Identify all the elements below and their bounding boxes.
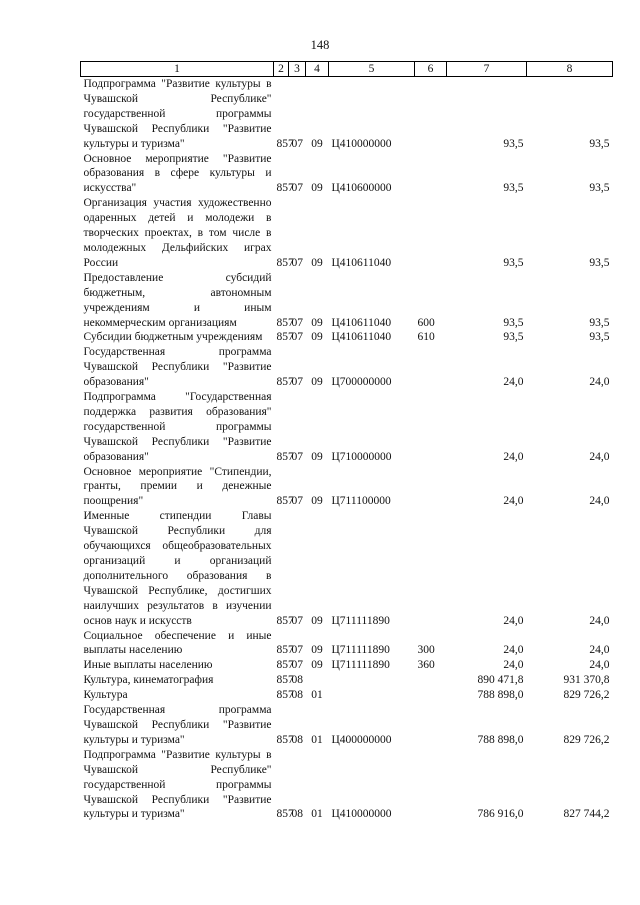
row-section-cell: 07 xyxy=(291,495,303,508)
row-expense-type-cell xyxy=(415,390,447,465)
row-admin-code-cell: 857 xyxy=(276,659,294,672)
row-expense-type-cell xyxy=(415,196,447,271)
row-expense-type-cell xyxy=(415,748,447,823)
header-col-8: 8 xyxy=(527,62,613,77)
row-amount-year2-cell: 24,0 xyxy=(589,376,610,389)
row-subsection-cell: 09 xyxy=(311,182,323,195)
row-amount-year2-cell: 93,5 xyxy=(589,331,610,344)
row-expense-type-cell xyxy=(415,673,447,688)
row-expense-type-cell: 300 xyxy=(417,644,435,657)
row-section-cell: 07 xyxy=(291,331,303,344)
row-amount-year2-cell: 827 744,2 xyxy=(563,808,610,821)
row-name-cell: Государственная программа Чувашской Республики "Развитие образования" xyxy=(83,346,272,389)
row-amount-year1-cell: 788 898,0 xyxy=(477,689,524,702)
row-admin-code-cell: 857 xyxy=(276,256,294,269)
row-expense-type-cell: 360 xyxy=(417,659,435,672)
row-amount-year1-cell: 93,5 xyxy=(503,331,524,344)
row-name-cell: Социальное обеспечение и иные выплаты населению xyxy=(83,629,272,657)
row-expense-type-cell: 610 xyxy=(417,331,435,344)
header-col-2: 2 xyxy=(274,62,289,77)
table-row xyxy=(81,509,613,628)
row-amount-year2-cell: 93,5 xyxy=(589,256,610,269)
row-amount-year2-cell: 93,5 xyxy=(589,316,610,329)
row-subsection-cell: 09 xyxy=(311,659,323,672)
row-target-article-cell: Ц700000000 xyxy=(331,376,392,389)
row-amount-year2-cell: 24,0 xyxy=(589,614,610,627)
row-subsection-cell: 09 xyxy=(311,316,323,329)
row-section-cell: 08 xyxy=(291,733,303,746)
row-name-cell: Субсидии бюджетным учреждениям xyxy=(83,331,263,344)
row-name-cell: Подпрограмма "Развитие культуры в Чувашской Республике" государственной программы Чувашской Республики "Развитие культуры и туризма" xyxy=(83,78,272,150)
table-row xyxy=(81,152,613,197)
row-admin-code-cell: 857 xyxy=(276,614,294,627)
row-expense-type-cell xyxy=(415,465,447,510)
table-row xyxy=(81,703,613,748)
table-row xyxy=(81,673,613,688)
budget-table xyxy=(80,61,613,822)
row-admin-code-cell: 857 xyxy=(276,450,294,463)
row-subsection-cell: 01 xyxy=(311,808,323,821)
row-target-article-cell: Ц711100000 xyxy=(331,495,391,508)
row-admin-code-cell: 857 xyxy=(276,808,294,821)
header-col-4: 4 xyxy=(306,62,329,77)
row-amount-year2-cell: 24,0 xyxy=(589,495,610,508)
row-section-cell: 07 xyxy=(291,450,303,463)
page-number: 148 xyxy=(310,38,330,52)
table-row xyxy=(81,345,613,390)
table-row xyxy=(81,390,613,465)
row-target-article-cell xyxy=(329,688,415,703)
row-section-cell: 07 xyxy=(291,256,303,269)
row-admin-code-cell: 857 xyxy=(276,376,294,389)
row-subsection-cell: 09 xyxy=(311,331,323,344)
row-expense-type-cell xyxy=(415,152,447,197)
row-admin-code-cell: 857 xyxy=(276,689,294,702)
header-col-7: 7 xyxy=(447,62,527,77)
row-name-cell: Иные выплаты населению xyxy=(83,659,213,672)
table-row xyxy=(81,748,613,823)
row-subsection-cell: 09 xyxy=(311,376,323,389)
row-amount-year2-cell: 829 726,2 xyxy=(563,733,610,746)
table-row xyxy=(81,658,613,673)
row-subsection-cell: 09 xyxy=(311,614,323,627)
row-admin-code-cell: 857 xyxy=(276,182,294,195)
row-section-cell: 08 xyxy=(291,674,303,687)
header-col-1: 1 xyxy=(81,62,274,77)
table-row xyxy=(81,271,613,331)
row-subsection-cell: 09 xyxy=(311,450,323,463)
row-subsection-cell: 09 xyxy=(311,644,323,657)
row-amount-year1-cell: 890 471,8 xyxy=(477,674,524,687)
row-amount-year2-cell: 24,0 xyxy=(589,450,610,463)
row-target-article-cell: Ц410611040 xyxy=(331,256,392,269)
row-target-article-cell: Ц410000000 xyxy=(331,808,392,821)
row-name-cell: Основное мероприятие "Стипендии, гранты, премии и денежные поощрения" xyxy=(83,465,272,508)
row-subsection-cell: 01 xyxy=(311,689,323,702)
row-admin-code-cell: 857 xyxy=(276,644,294,657)
row-section-cell: 07 xyxy=(291,614,303,627)
row-admin-code-cell: 857 xyxy=(276,674,294,687)
row-target-article-cell: Ц410600000 xyxy=(331,182,392,195)
row-expense-type-cell xyxy=(415,77,447,152)
row-section-cell: 07 xyxy=(291,376,303,389)
row-target-article-cell: Ц410611040 xyxy=(331,331,392,344)
row-subsection-cell: 09 xyxy=(311,256,323,269)
row-subsection-cell: 09 xyxy=(311,495,323,508)
row-section-cell: 08 xyxy=(291,808,303,821)
row-target-article-cell: Ц710000000 xyxy=(331,450,392,463)
row-expense-type-cell xyxy=(415,688,447,703)
row-amount-year1-cell: 786 916,0 xyxy=(477,808,524,821)
row-target-article-cell: Ц400000000 xyxy=(331,733,392,746)
row-expense-type-cell xyxy=(415,509,447,628)
row-name-cell: Именные стипендии Главы Чувашской Республики для обучающихся общеобразовательных организаций и организаций дополнительного образования в Чувашской Республике, достигших наилучших результатов в изучении основ наук и искусств xyxy=(83,510,272,627)
header-col-5: 5 xyxy=(329,62,415,77)
row-admin-code-cell: 857 xyxy=(276,733,294,746)
row-amount-year2-cell: 93,5 xyxy=(589,182,610,195)
row-name-cell: Подпрограмма "Развитие культуры в Чувашской Республике" государственной программы Чувашской Республики "Развитие культуры и туризма" xyxy=(83,748,272,821)
table-row xyxy=(81,688,613,703)
table-row xyxy=(81,465,613,510)
row-amount-year1-cell: 24,0 xyxy=(503,495,524,508)
row-amount-year2-cell: 931 370,8 xyxy=(563,674,610,687)
row-amount-year2-cell: 24,0 xyxy=(589,644,610,657)
row-expense-type-cell xyxy=(415,703,447,748)
row-admin-code-cell: 857 xyxy=(276,137,294,150)
row-target-article-cell: Ц711111890 xyxy=(331,614,390,627)
row-amount-year1-cell: 24,0 xyxy=(503,450,524,463)
row-section-cell: 07 xyxy=(291,659,303,672)
row-amount-year1-cell: 24,0 xyxy=(503,614,524,627)
row-amount-year2-cell: 93,5 xyxy=(589,137,610,150)
row-name-cell: Основное мероприятие "Развитие образования в сфере культуры и искусства" xyxy=(83,152,272,195)
row-target-article-cell xyxy=(329,673,415,688)
row-amount-year2-cell: 829 726,2 xyxy=(563,689,610,702)
row-amount-year1-cell: 93,5 xyxy=(503,256,524,269)
row-section-cell: 07 xyxy=(291,316,303,329)
row-expense-type-cell xyxy=(415,345,447,390)
row-admin-code-cell: 857 xyxy=(276,331,294,344)
table-row xyxy=(81,629,613,659)
row-section-cell: 07 xyxy=(291,182,303,195)
row-target-article-cell: Ц410000000 xyxy=(331,137,392,150)
header-col-3: 3 xyxy=(289,62,306,77)
row-amount-year1-cell: 93,5 xyxy=(503,182,524,195)
row-section-cell: 08 xyxy=(291,689,303,702)
table-row xyxy=(81,196,613,271)
row-subsection-cell: 01 xyxy=(311,733,323,746)
table-row xyxy=(81,77,613,152)
row-amount-year1-cell: 93,5 xyxy=(503,316,524,329)
row-admin-code-cell: 857 xyxy=(276,495,294,508)
row-name-cell: Организация участия художественно одаренных детей и молодежи в творческих проектах, в том числе в молодежных Дельфийских играх России xyxy=(83,197,272,269)
row-amount-year1-cell: 24,0 xyxy=(503,376,524,389)
row-amount-year2-cell: 24,0 xyxy=(589,659,610,672)
row-target-article-cell: Ц711111890 xyxy=(331,659,390,672)
row-target-article-cell: Ц711111890 xyxy=(331,644,390,657)
row-amount-year1-cell: 24,0 xyxy=(503,644,524,657)
row-amount-year1-cell: 788 898,0 xyxy=(477,733,524,746)
row-subsection-cell: 09 xyxy=(311,137,323,150)
row-name-cell: Государственная программа Чувашской Республики "Развитие культуры и туризма" xyxy=(83,704,272,746)
row-target-article-cell: Ц410611040 xyxy=(331,316,392,329)
row-name-cell: Культура xyxy=(83,689,128,702)
row-name-cell: Культура, кинематография xyxy=(83,674,214,687)
row-subsection-cell xyxy=(306,673,329,688)
table-row xyxy=(81,330,613,345)
header-row xyxy=(81,62,613,77)
row-name-cell: Предоставление субсидий бюджетным, автономным учреждениям и иным некоммерческим организациям xyxy=(83,271,272,329)
row-name-cell: Подпрограмма "Государственная поддержка развития образования" государственной программы Чувашской Республики "Развитие образования" xyxy=(83,391,272,463)
row-amount-year1-cell: 93,5 xyxy=(503,137,524,150)
row-section-cell: 07 xyxy=(291,137,303,150)
row-amount-year1-cell: 24,0 xyxy=(503,659,524,672)
row-admin-code-cell: 857 xyxy=(276,316,294,329)
row-section-cell: 07 xyxy=(291,644,303,657)
row-expense-type-cell: 600 xyxy=(417,316,435,329)
header-col-6: 6 xyxy=(415,62,447,77)
